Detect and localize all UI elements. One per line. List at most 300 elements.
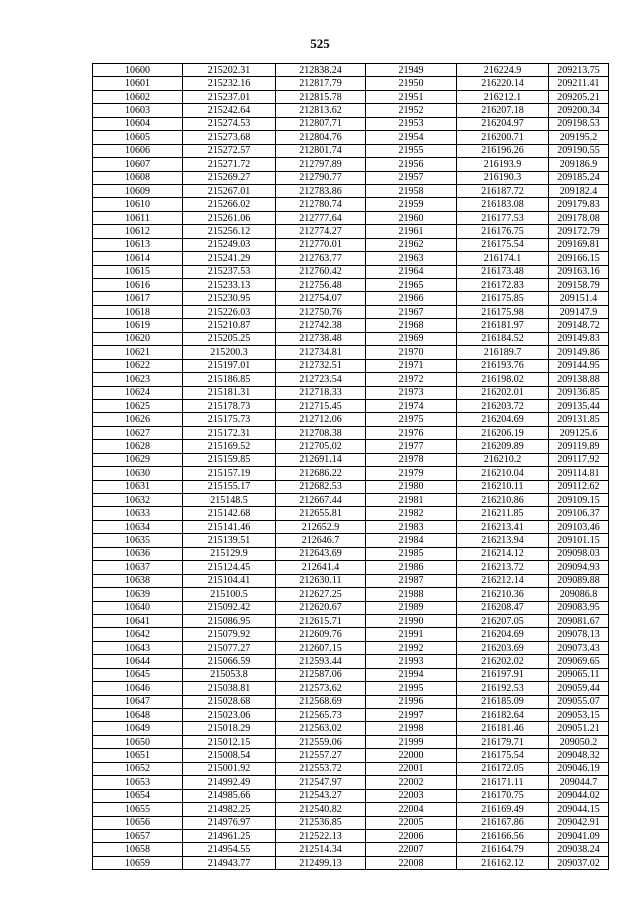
table-cell: 21988: [366, 588, 457, 601]
table-row: [93, 211, 609, 224]
table-cell: 212732.51: [276, 359, 366, 372]
table-cell: 216214.12: [457, 547, 549, 560]
table-cell: 209125.6: [549, 426, 609, 439]
table-cell: 209044.15: [549, 803, 609, 816]
table-cell: 214985.66: [183, 789, 276, 802]
table-cell: 214982.25: [183, 803, 276, 816]
table-cell: 209117.92: [549, 453, 609, 466]
table-row: [93, 614, 609, 627]
table-cell: 21952: [366, 104, 457, 117]
table-cell: 21983: [366, 520, 457, 533]
table-cell: 215210.87: [183, 319, 276, 332]
table-cell: 209112.62: [549, 480, 609, 493]
table-row: [93, 789, 609, 802]
table-cell: 215129.9: [183, 547, 276, 560]
table-cell: 21981: [366, 494, 457, 507]
table-cell: 212774.27: [276, 225, 366, 238]
table-cell: 209135.44: [549, 399, 609, 412]
table-cell: 212568.69: [276, 695, 366, 708]
table-cell: 215159.85: [183, 453, 276, 466]
table-cell: 216220.14: [457, 77, 549, 90]
table-cell: 215237.53: [183, 265, 276, 278]
table-cell: 10656: [93, 816, 183, 829]
table-cell: 209109.15: [549, 494, 609, 507]
table-row: [93, 588, 609, 601]
table-cell: 216193.9: [457, 158, 549, 171]
table-cell: 10611: [93, 211, 183, 224]
table-cell: 21957: [366, 171, 457, 184]
table-cell: 10634: [93, 520, 183, 533]
table-cell: 21975: [366, 413, 457, 426]
table-cell: 22001: [366, 762, 457, 775]
table-row: [93, 709, 609, 722]
table-cell: 214943.77: [183, 856, 276, 869]
table-cell: 212777.64: [276, 211, 366, 224]
table-cell: 215012.15: [183, 735, 276, 748]
table-cell: 209081.67: [549, 614, 609, 627]
table-cell: 216213.94: [457, 534, 549, 547]
table-cell: 212499.13: [276, 856, 366, 869]
table-row: [93, 534, 609, 547]
table-cell: 10605: [93, 131, 183, 144]
table-cell: 215104.41: [183, 574, 276, 587]
table-cell: 209086.8: [549, 588, 609, 601]
table-cell: 209051.21: [549, 722, 609, 735]
table-row: [93, 413, 609, 426]
table-row: [93, 225, 609, 238]
table-cell: 21953: [366, 117, 457, 130]
table-cell: 212559.06: [276, 735, 366, 748]
table-cell: 21971: [366, 359, 457, 372]
table-cell: 216210.36: [457, 588, 549, 601]
table-cell: 21986: [366, 561, 457, 574]
table-row: [93, 816, 609, 829]
table-cell: 21999: [366, 735, 457, 748]
table-cell: 216164.79: [457, 843, 549, 856]
table-cell: 216179.71: [457, 735, 549, 748]
table-cell: 10624: [93, 386, 183, 399]
table-cell: 10635: [93, 534, 183, 547]
table-cell: 212738.48: [276, 332, 366, 345]
table-row: [93, 695, 609, 708]
table-cell: 212705.02: [276, 440, 366, 453]
table-cell: 215100.5: [183, 588, 276, 601]
table-cell: 21959: [366, 198, 457, 211]
table-row: [93, 171, 609, 184]
table-cell: 10633: [93, 507, 183, 520]
table-cell: 10629: [93, 453, 183, 466]
table-cell: 212543.27: [276, 789, 366, 802]
table-body: [93, 64, 609, 870]
table-cell: 212536.85: [276, 816, 366, 829]
table-cell: 10645: [93, 668, 183, 681]
table-cell: 216206.19: [457, 426, 549, 439]
table-cell: 10609: [93, 184, 183, 197]
table-cell: 212750.76: [276, 305, 366, 318]
table-cell: 209190.55: [549, 144, 609, 157]
table-cell: 21958: [366, 184, 457, 197]
table-cell: 216210.2: [457, 453, 549, 466]
table-cell: 22000: [366, 749, 457, 762]
table-row: [93, 829, 609, 842]
table-cell: 21963: [366, 252, 457, 265]
table-cell: 10638: [93, 574, 183, 587]
table-cell: 212547.97: [276, 776, 366, 789]
table-cell: 21966: [366, 292, 457, 305]
table-cell: 216196.26: [457, 144, 549, 157]
table-cell: 216173.48: [457, 265, 549, 278]
table-cell: 215178.73: [183, 399, 276, 412]
table-cell: 212607.15: [276, 641, 366, 654]
table-cell: 10625: [93, 399, 183, 412]
table-cell: 215148.5: [183, 494, 276, 507]
table-row: [93, 131, 609, 144]
table-cell: 215172.31: [183, 426, 276, 439]
table-cell: 212718.33: [276, 386, 366, 399]
table-row: [93, 601, 609, 614]
table-cell: 212813.62: [276, 104, 366, 117]
table-cell: 10636: [93, 547, 183, 560]
table-cell: 216198.02: [457, 373, 549, 386]
table-cell: 214961.25: [183, 829, 276, 842]
table-cell: 212630.11: [276, 574, 366, 587]
table-row: [93, 453, 609, 466]
table-cell: 21956: [366, 158, 457, 171]
table-cell: 215169.52: [183, 440, 276, 453]
table-row: [93, 574, 609, 587]
table-cell: 216202.01: [457, 386, 549, 399]
table-cell: 212770.01: [276, 238, 366, 251]
table-cell: 212817.79: [276, 77, 366, 90]
table-cell: 10651: [93, 749, 183, 762]
table-row: [93, 373, 609, 386]
table-cell: 215142.68: [183, 507, 276, 520]
table-row: [93, 735, 609, 748]
table-cell: 216203.72: [457, 399, 549, 412]
table-cell: 215001.92: [183, 762, 276, 775]
table-row: [93, 856, 609, 869]
table-cell: 215186.85: [183, 373, 276, 386]
table-cell: 215018.29: [183, 722, 276, 735]
table-cell: 216204.69: [457, 628, 549, 641]
table-cell: 10627: [93, 426, 183, 439]
table-cell: 215242.64: [183, 104, 276, 117]
table-row: [93, 386, 609, 399]
table-cell: 212815.78: [276, 90, 366, 103]
table-row: [93, 279, 609, 292]
table-cell: 21964: [366, 265, 457, 278]
table-cell: 212643.69: [276, 547, 366, 560]
table-cell: 216207.18: [457, 104, 549, 117]
table-row: [93, 252, 609, 265]
table-cell: 215241.29: [183, 252, 276, 265]
table-cell: 21992: [366, 641, 457, 654]
table-cell: 212557.27: [276, 749, 366, 762]
table-cell: 10613: [93, 238, 183, 251]
table-row: [93, 359, 609, 372]
table-cell: 209148.72: [549, 319, 609, 332]
table-cell: 215200.3: [183, 346, 276, 359]
table-cell: 21967: [366, 305, 457, 318]
table-cell: 212691.14: [276, 453, 366, 466]
table-cell: 209158.79: [549, 279, 609, 292]
table-cell: 212563.02: [276, 722, 366, 735]
table-cell: 216209.89: [457, 440, 549, 453]
table-cell: 21950: [366, 77, 457, 90]
table-cell: 212565.73: [276, 709, 366, 722]
table-cell: 212804.76: [276, 131, 366, 144]
table-cell: 216177.53: [457, 211, 549, 224]
table-cell: 21962: [366, 238, 457, 251]
table-cell: 216183.08: [457, 198, 549, 211]
table-cell: 209042.91: [549, 816, 609, 829]
table-cell: 10610: [93, 198, 183, 211]
table-cell: 216174.1: [457, 252, 549, 265]
table-cell: 10653: [93, 776, 183, 789]
table-cell: 215266.02: [183, 198, 276, 211]
table-cell: 216207.05: [457, 614, 549, 627]
table-row: [93, 494, 609, 507]
table-cell: 21996: [366, 695, 457, 708]
table-cell: 10650: [93, 735, 183, 748]
table-cell: 21973: [366, 386, 457, 399]
table-cell: 215157.19: [183, 467, 276, 480]
table-cell: 21972: [366, 373, 457, 386]
table-cell: 215008.54: [183, 749, 276, 762]
table-row: [93, 426, 609, 439]
table-row: [93, 655, 609, 668]
table-cell: 10616: [93, 279, 183, 292]
table-cell: 10600: [93, 64, 183, 77]
table-row: [93, 668, 609, 681]
table-cell: 21993: [366, 655, 457, 668]
table-cell: 10648: [93, 709, 183, 722]
table-cell: 21984: [366, 534, 457, 547]
table-row: [93, 776, 609, 789]
table-cell: 212627.25: [276, 588, 366, 601]
table-row: [93, 628, 609, 641]
table-cell: 209149.83: [549, 332, 609, 345]
table-cell: 215232.16: [183, 77, 276, 90]
table-cell: 214992.49: [183, 776, 276, 789]
table-cell: 216212.14: [457, 574, 549, 587]
table-row: [93, 399, 609, 412]
table-cell: 22004: [366, 803, 457, 816]
table-cell: 10608: [93, 171, 183, 184]
table-cell: 209059.44: [549, 682, 609, 695]
table-cell: 10628: [93, 440, 183, 453]
table-cell: 215079.92: [183, 628, 276, 641]
table-cell: 21997: [366, 709, 457, 722]
table-cell: 209149.86: [549, 346, 609, 359]
table-cell: 209037.02: [549, 856, 609, 869]
table-cell: 212553.72: [276, 762, 366, 775]
table-cell: 215175.73: [183, 413, 276, 426]
table-cell: 215273.68: [183, 131, 276, 144]
table-cell: 10626: [93, 413, 183, 426]
table-cell: 215028.68: [183, 695, 276, 708]
table-cell: 22006: [366, 829, 457, 842]
table-cell: 216184.52: [457, 332, 549, 345]
table-cell: 209089.88: [549, 574, 609, 587]
table-cell: 209185.24: [549, 171, 609, 184]
table-row: [93, 90, 609, 103]
table-cell: 21976: [366, 426, 457, 439]
table-cell: 212609.76: [276, 628, 366, 641]
table-cell: 215267.01: [183, 184, 276, 197]
table-cell: 10649: [93, 722, 183, 735]
table-cell: 10621: [93, 346, 183, 359]
table-cell: 212646.7: [276, 534, 366, 547]
table-cell: 216170.75: [457, 789, 549, 802]
table-cell: 21961: [366, 225, 457, 238]
table-row: [93, 547, 609, 560]
table-cell: 216171.11: [457, 776, 549, 789]
table-cell: 212573.62: [276, 682, 366, 695]
table-cell: 10612: [93, 225, 183, 238]
table-cell: 21980: [366, 480, 457, 493]
table-cell: 215272.57: [183, 144, 276, 157]
table-cell: 216189.7: [457, 346, 549, 359]
table-cell: 215269.27: [183, 171, 276, 184]
table-cell: 215086.95: [183, 614, 276, 627]
table-cell: 215230.95: [183, 292, 276, 305]
table-cell: 212742.38: [276, 319, 366, 332]
table-cell: 215205.25: [183, 332, 276, 345]
table-cell: 215271.72: [183, 158, 276, 171]
table-cell: 215053.8: [183, 668, 276, 681]
table-cell: 216197.91: [457, 668, 549, 681]
table-cell: 22007: [366, 843, 457, 856]
table-cell: 21977: [366, 440, 457, 453]
table-cell: 10607: [93, 158, 183, 171]
table-cell: 209050.2: [549, 735, 609, 748]
table-cell: 10614: [93, 252, 183, 265]
table-cell: 216187.72: [457, 184, 549, 197]
table-cell: 209041.09: [549, 829, 609, 842]
table-cell: 216176.75: [457, 225, 549, 238]
table-cell: 209151.4: [549, 292, 609, 305]
table-cell: 10622: [93, 359, 183, 372]
table-cell: 21960: [366, 211, 457, 224]
table-cell: 212801.74: [276, 144, 366, 157]
table-cell: 10654: [93, 789, 183, 802]
table-cell: 10631: [93, 480, 183, 493]
page-number: 525: [310, 36, 330, 51]
table-cell: 216204.69: [457, 413, 549, 426]
table-cell: 209083.95: [549, 601, 609, 614]
table-cell: 215226.03: [183, 305, 276, 318]
table-cell: 216224.9: [457, 64, 549, 77]
table-cell: 216190.3: [457, 171, 549, 184]
table-cell: 21968: [366, 319, 457, 332]
table-cell: 215141.46: [183, 520, 276, 533]
table-cell: 212652.9: [276, 520, 366, 533]
table-cell: 209101.15: [549, 534, 609, 547]
table-cell: 209178.08: [549, 211, 609, 224]
table-cell: 212587.06: [276, 668, 366, 681]
table-row: [93, 265, 609, 278]
table-cell: 212780.74: [276, 198, 366, 211]
table-row: [93, 722, 609, 735]
table-row: [93, 480, 609, 493]
table-cell: 215092.42: [183, 601, 276, 614]
table-row: [93, 198, 609, 211]
table-cell: 215237.01: [183, 90, 276, 103]
table-cell: 216213.72: [457, 561, 549, 574]
table-cell: 216203.69: [457, 641, 549, 654]
table-cell: 215077.27: [183, 641, 276, 654]
table-cell: 209147.9: [549, 305, 609, 318]
table-cell: 209211.41: [549, 77, 609, 90]
table-cell: 10643: [93, 641, 183, 654]
table-cell: 21995: [366, 682, 457, 695]
table-cell: 216192.53: [457, 682, 549, 695]
table-cell: 212708.38: [276, 426, 366, 439]
table-cell: 10623: [93, 373, 183, 386]
table-cell: 212593.44: [276, 655, 366, 668]
table-cell: 21969: [366, 332, 457, 345]
table-cell: 209186.9: [549, 158, 609, 171]
table-cell: 209195.2: [549, 131, 609, 144]
table-cell: 216175.85: [457, 292, 549, 305]
table-row: [93, 520, 609, 533]
table-cell: 21979: [366, 467, 457, 480]
table-cell: 10659: [93, 856, 183, 869]
table-cell: 215023.06: [183, 709, 276, 722]
table-cell: 216210.86: [457, 494, 549, 507]
table-cell: 216172.83: [457, 279, 549, 292]
table-cell: 212763.77: [276, 252, 366, 265]
table-cell: 21987: [366, 574, 457, 587]
table-cell: 209205.21: [549, 90, 609, 103]
table-cell: 216175.54: [457, 238, 549, 251]
table-cell: 10658: [93, 843, 183, 856]
table-cell: 212754.07: [276, 292, 366, 305]
table-cell: 21965: [366, 279, 457, 292]
table-row: [93, 641, 609, 654]
table-cell: 209136.85: [549, 386, 609, 399]
table-cell: 216202.02: [457, 655, 549, 668]
table-cell: 10647: [93, 695, 183, 708]
table-cell: 216175.98: [457, 305, 549, 318]
table-cell: 21989: [366, 601, 457, 614]
table-cell: 209138.88: [549, 373, 609, 386]
table-cell: 215181.31: [183, 386, 276, 399]
table-cell: 209200.34: [549, 104, 609, 117]
table-row: [93, 184, 609, 197]
table-row: [93, 440, 609, 453]
table-cell: 215261.06: [183, 211, 276, 224]
table-cell: 212760.42: [276, 265, 366, 278]
table-cell: 10606: [93, 144, 183, 157]
table-cell: 215249.03: [183, 238, 276, 251]
table-cell: 216162.12: [457, 856, 549, 869]
table-row: [93, 64, 609, 77]
table-cell: 216172.05: [457, 762, 549, 775]
table-row: [93, 803, 609, 816]
table-cell: 10652: [93, 762, 183, 775]
table-cell: 21982: [366, 507, 457, 520]
table-cell: 21954: [366, 131, 457, 144]
table-row: [93, 77, 609, 90]
table-cell: 216212.1: [457, 90, 549, 103]
table-cell: 10641: [93, 614, 183, 627]
table-cell: 216210.04: [457, 467, 549, 480]
table-cell: 22003: [366, 789, 457, 802]
table-cell: 212641.4: [276, 561, 366, 574]
table-cell: 209044.02: [549, 789, 609, 802]
